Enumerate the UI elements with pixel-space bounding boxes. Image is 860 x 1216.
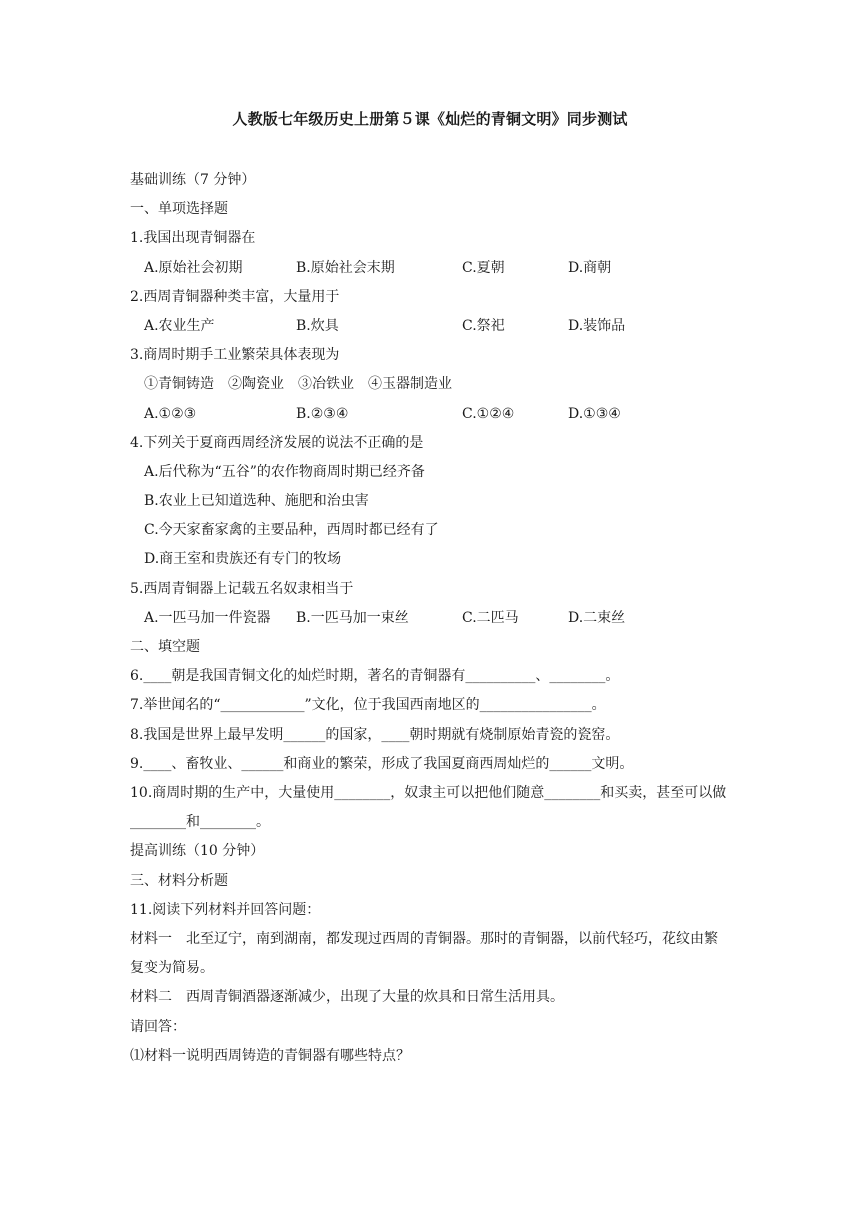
q5-option-b: B.一匹马加一束丝: [296, 609, 409, 626]
q3-option-c: C.①②④: [462, 405, 515, 422]
question-9: 9.____、畜牧业、______和商业的繁荣，形成了我国夏商西周灿烂的______文明。: [130, 755, 634, 772]
question-4-stem: 4.下列关于夏商西周经济发展的说法不正确的是: [130, 434, 424, 451]
q4-option-d: D.商王室和贵族还有专门的牧场: [144, 551, 342, 568]
q3-option-d: D.①③④: [568, 405, 621, 422]
q5-option-d: D.二束丝: [568, 609, 626, 626]
question-6: 6.____朝是我国青铜文化的灿烂时期，著名的青铜器有__________、________。: [130, 668, 620, 685]
question-5-options: [130, 604, 730, 633]
q3-option-b: B.②③④: [296, 405, 349, 422]
part3-heading: 三、材料分析题: [130, 872, 228, 889]
q2-option-d: D.装饰品: [568, 317, 626, 334]
q4-option-a: A.后代称为“五谷”的农作物商周时期已经齐备: [144, 463, 425, 480]
q1-option-a: A.原始社会初期: [144, 259, 243, 276]
part2-heading: 二、填空题: [130, 639, 200, 655]
document-body: [130, 166, 730, 1071]
document-title: 人教版七年级历史上册第５课《灿烂的青铜文明》同步测试: [232, 110, 628, 128]
q1-option-c: C.夏朝: [462, 259, 505, 276]
question-8: 8.我国是世界上最早发明______的国家，____朝时期就有烧制原始青瓷的瓷窑。: [130, 726, 620, 743]
q4-option-c: C.今天家畜家禽的主要品种，西周时都已经有了: [144, 522, 439, 539]
question-7: 7.举世闻名的“____________”文化，位于我国西南地区的________________。: [130, 697, 606, 714]
question-2-stem: 2.西周青铜器种类丰富，大量用于: [130, 288, 340, 305]
q5-option-c: C.二匹马: [462, 609, 519, 626]
material-2: 材料二 西周青铜酒器逐渐减少，出现了大量的炊具和日常生活用具。: [130, 989, 564, 1006]
q1-option-d: D.商朝: [568, 259, 612, 276]
question-3-stem: 3.商周时期手工业繁荣具体表现为: [130, 347, 340, 364]
q1-option-b: B.原始社会末期: [296, 259, 395, 276]
q3-option-a: A.①②③: [144, 405, 197, 422]
q4-option-b: B.农业上已知道选种、施肥和治虫害: [144, 493, 369, 510]
question-3-items: ①青铜铸造 ②陶瓷业 ③冶铁业 ④玉器制造业: [144, 376, 452, 393]
question-11-sub-1: ⑴材料一说明西周铸造的青铜器有哪些特点？: [130, 1047, 410, 1064]
question-1-stem: 1.我国出现青铜器在: [130, 230, 256, 247]
section-basic-heading: 基础训练（7 分钟）: [130, 172, 256, 188]
question-11-stem: 11.阅读下列材料并回答问题：: [130, 901, 321, 918]
part1-heading: 一、单项选择题: [130, 201, 228, 218]
question-5-stem: 5.西周青铜器上记载五名奴隶相当于: [130, 580, 354, 597]
q5-option-a: A.一匹马加一件瓷器: [144, 609, 271, 626]
q2-option-a: A.农业生产: [144, 317, 215, 334]
question-3-options: [130, 400, 730, 429]
section-advanced-heading: 提高训练（10 分钟）: [130, 843, 265, 860]
question-2-options: [130, 312, 730, 341]
q2-option-c: C.祭祀: [462, 317, 505, 334]
material-1: 材料一 北至辽宁，南到湖南，都发现过西周的青铜器。那时的青铜器，以前代轻巧，花纹由繁复变为简易。: [130, 930, 718, 977]
q2-option-b: B.炊具: [296, 317, 339, 334]
question-10: 10.商周时期的生产中，大量使用________，奴隶主可以把他们随意________和买卖，甚至可以做________和________。: [130, 784, 727, 831]
question-1-options: [130, 254, 730, 283]
answer-prompt: 请回答：: [130, 1018, 186, 1035]
